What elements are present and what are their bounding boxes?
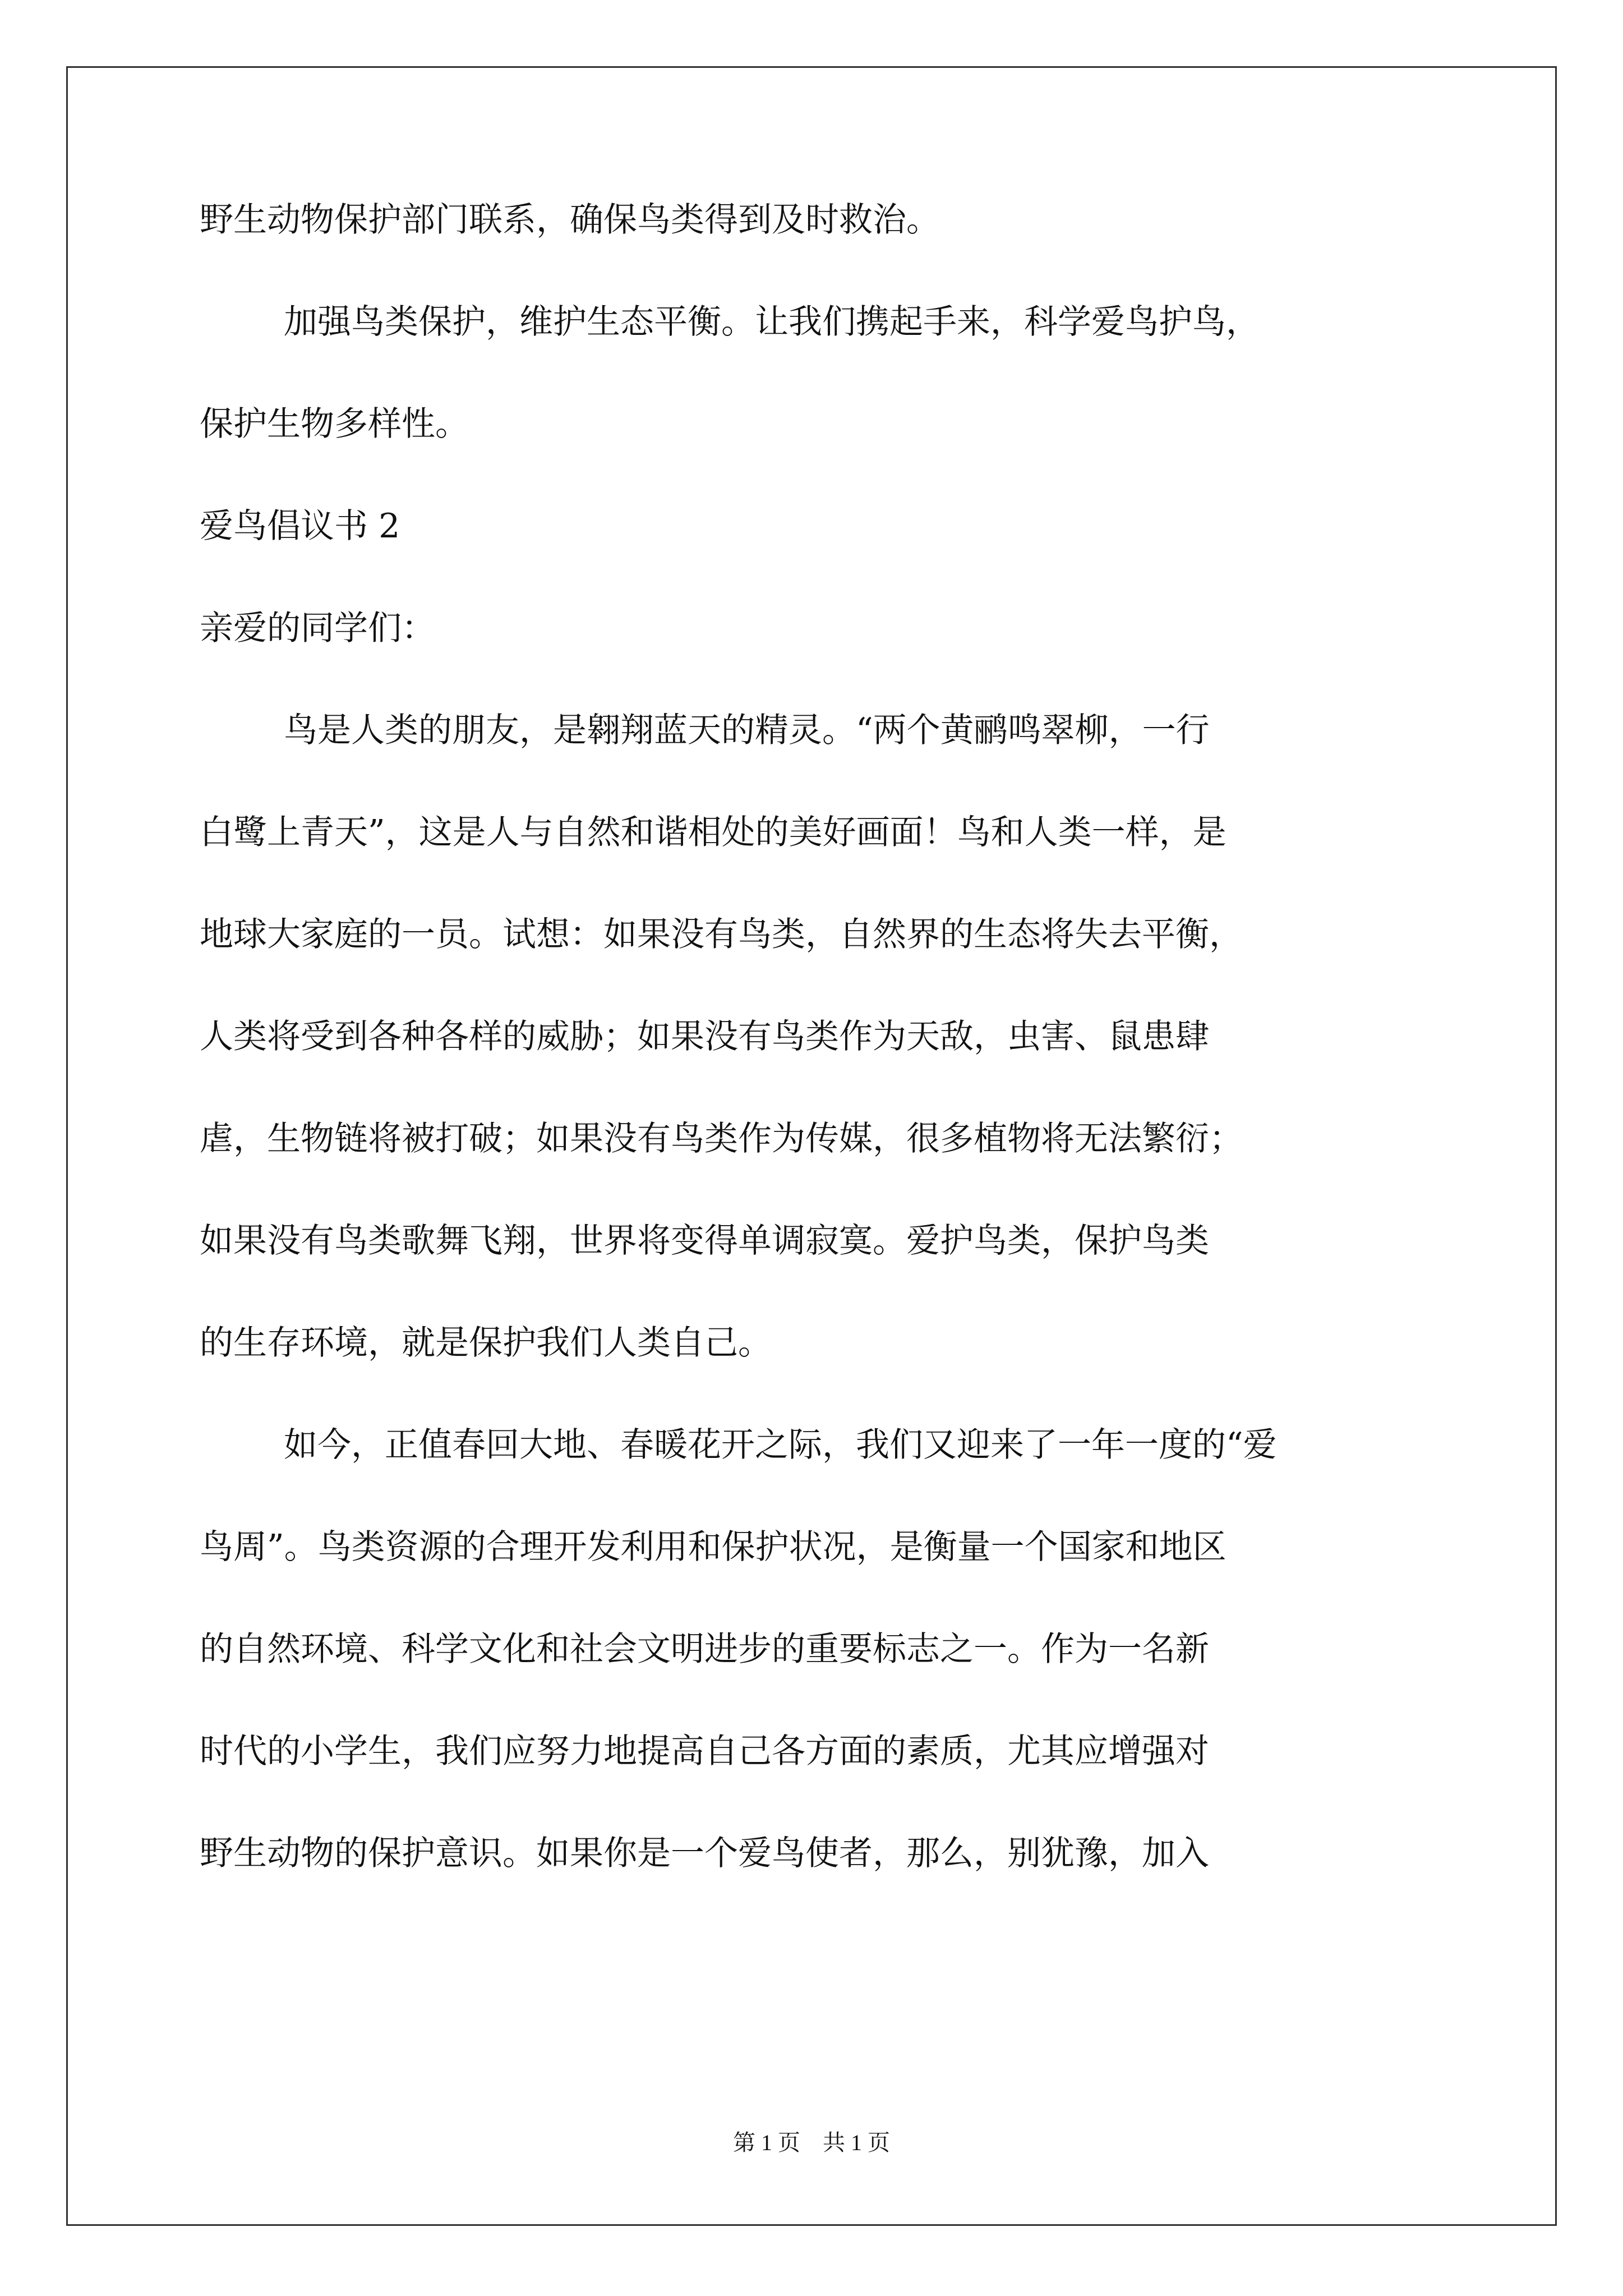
text-line: 如今，正值春回大地、春暖花开之际，我们又迎来了一年一度的“爱	[284, 1425, 1277, 1465]
text-line: 保护生物多样性。	[200, 404, 469, 444]
text-line: 的自然环境、科学文化和社会文明进步的重要标志之一。作为一名新	[200, 1630, 1209, 1669]
text-line: 如果没有鸟类歌舞飞翔，世界将变得单调寂寞。爱护鸟类，保护鸟类	[200, 1221, 1209, 1260]
text-line: 时代的小学生，我们应努力地提高自己各方面的素质，尤其应增强对	[200, 1732, 1209, 1771]
section-heading: 爱鸟倡议书 2	[200, 507, 400, 546]
text-line: 鸟是人类的朋友，是翱翔蓝天的精灵。“两个黄鹂鸣翠柳，一行	[284, 711, 1210, 750]
text-line: 鸟周”。鸟类资源的合理开发利用和保护状况，是衡量一个国家和地区	[200, 1527, 1227, 1567]
text-line: 的生存环境，就是保护我们人类自己。	[200, 1323, 772, 1363]
page-number-footer: 第 1 页 共 1 页	[733, 2130, 890, 2155]
text-line: 虐，生物链将被打破；如果没有鸟类作为传媒，很多植物将无法繁衍；	[200, 1119, 1243, 1158]
text-line: 地球大家庭的一员。试想：如果没有鸟类，自然界的生态将失去平衡，	[200, 915, 1243, 954]
text-line: 白鹭上青天”，这是人与自然和谐相处的美好画面！鸟和人类一样，是	[200, 813, 1227, 852]
text-line: 野生动物的保护意识。如果你是一个爱鸟使者，那么，别犹豫，加入	[200, 1834, 1209, 1873]
text-line: 人类将受到各种各样的威胁；如果没有鸟类作为天敌，虫害、鼠患肆	[200, 1017, 1209, 1056]
text-line: 加强鸟类保护，维护生态平衡。让我们携起手来，科学爱鸟护鸟，	[284, 302, 1260, 342]
text-line: 野生动物保护部门联系，确保鸟类得到及时救治。	[200, 200, 940, 240]
salutation: 亲爱的同学们：	[200, 609, 435, 648]
